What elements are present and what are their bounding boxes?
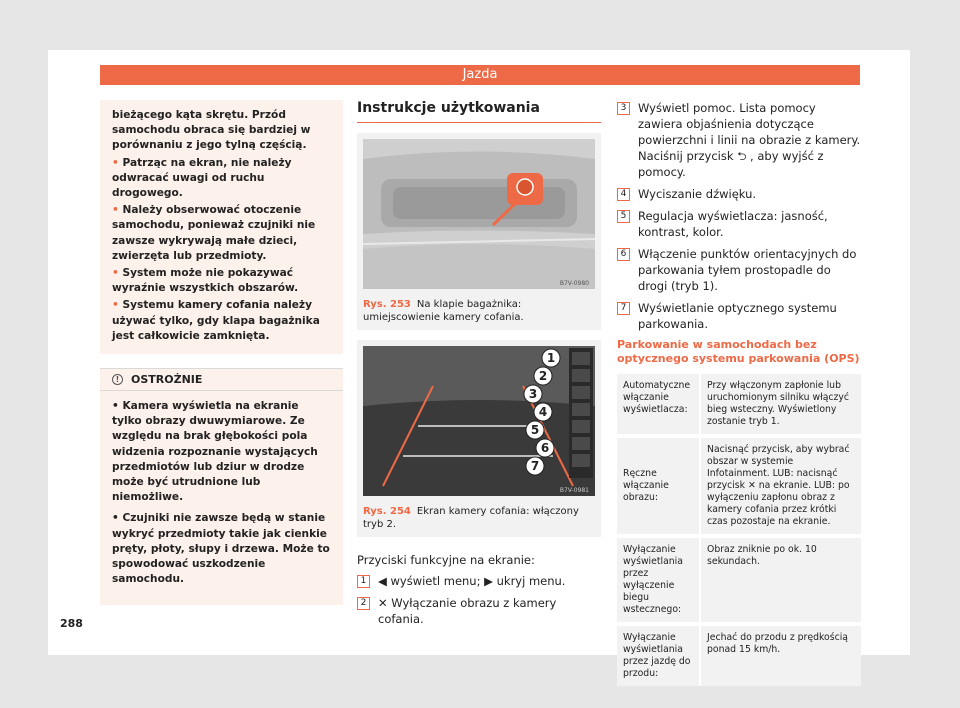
- callout-6: 6: [540, 441, 550, 455]
- callout-1: 1: [546, 351, 556, 365]
- callout-3: 3: [528, 387, 538, 401]
- ops-subheading: Parkowanie w samochodach bez optycznego systemu parkowania (OPS): [617, 338, 860, 365]
- section-header: Jazda: [100, 65, 860, 85]
- figure-caption: Rys. 253 Na klapie bagażnika: umiejscowienie kamery cofania.: [363, 299, 524, 323]
- callout-7: 7: [530, 459, 540, 473]
- info-circle-icon: !: [112, 374, 123, 385]
- table-cell-label: Ręczne włączanie obrazu:: [617, 438, 701, 534]
- middle-column: [357, 100, 601, 627]
- figure-254: [357, 340, 601, 537]
- item-number: 2: [357, 597, 370, 610]
- table-cell-label: Wyłączanie wyświetlania przez jazdę do przodu:: [617, 626, 701, 686]
- table-cell-value: Jechać do przodu z prędkością ponad 15 km/h.: [701, 626, 861, 686]
- figure-code: B7V-0981: [559, 487, 589, 494]
- list-item: [617, 300, 861, 332]
- right-column: [617, 100, 861, 690]
- callout-5: 5: [530, 423, 540, 437]
- item-text: ✕ Wyłączanie obrazu z kamery cofania.: [378, 596, 557, 626]
- figure-caption: Rys. 254 Ekran kamery cofania: włączony tryb 2.: [363, 506, 579, 530]
- table-cell-label: Wyłączanie wyświetlania przez wyłączenie biegu wstecznego:: [617, 538, 701, 622]
- item-number: 3: [617, 102, 630, 115]
- caution-box: [100, 368, 343, 605]
- item-text: Regulacja wyświetlacza: jasność, kontrast, kolor.: [638, 209, 828, 239]
- rear-camera-screen-image: [363, 346, 595, 496]
- callout-4: 4: [538, 405, 548, 419]
- item-text: Wyświetlanie optycznego systemu parkowania.: [638, 301, 837, 331]
- ops-table: [617, 370, 861, 690]
- item-number: 6: [617, 248, 630, 261]
- tailgate-camera-image: [363, 139, 595, 289]
- caution-header: [100, 368, 343, 391]
- list-item: [357, 573, 601, 589]
- buttons-intro: Przyciski funkcyjne na ekranie:: [357, 553, 535, 567]
- table-cell-value: Obraz zniknie po ok. 10 sekundach.: [701, 538, 861, 622]
- section-title: Instrukcje użytkowania: [357, 100, 601, 123]
- item-text: Wyświetl pomoc. Lista pomocy zawiera objaśnienia dotyczące powierzchni i linii na obrazie z kamery. Naciśnij przycisk ⮌ , aby wyjść z pomocy.: [638, 101, 861, 179]
- caution-title: OSTROŻNIE: [131, 373, 203, 387]
- item-number: 4: [617, 188, 630, 201]
- list-item: [617, 246, 861, 294]
- table-row: [617, 438, 861, 534]
- figure-253: [357, 133, 601, 330]
- list-item: [617, 100, 861, 180]
- figure-code: B7V-0980: [559, 280, 589, 287]
- caution-bullet: • Czujniki nie zawsze będą w stanie wykryć przedmioty takie jak cienkie pręty, płoty, słupy i drzewa. Może to spowodować uszkodzenie samochodu.: [112, 512, 330, 586]
- list-item: [617, 186, 861, 202]
- left-column: [100, 100, 343, 605]
- warning-intro: bieżącego kąta skrętu. Przód samochodu obraca się bardziej w porównaniu z jego tylną częścią.: [112, 109, 311, 152]
- item-number: 1: [357, 575, 370, 588]
- table-row: [617, 374, 861, 434]
- item-text: Wyciszanie dźwięku.: [638, 187, 757, 201]
- item-number: 7: [617, 302, 630, 315]
- table-cell-value: Nacisnąć przycisk, aby wybrać obszar w systemie Infotainment. LUB: nacisnąć przycisk ✕ na ekranie. LUB: po wyłączeniu zapłonu obraz z kamery cofania przez krótki czas pozostaje na ekranie.: [701, 438, 861, 534]
- table-row: [617, 626, 861, 686]
- warning-bullet: • Należy obserwować otoczenie samochodu, ponieważ czujniki nie zawsze wykrywają małe dzieci, zwierzęta lub przedmioty.: [112, 204, 316, 262]
- list-item: [617, 208, 861, 240]
- page-number: 288: [60, 617, 83, 630]
- table-cell-value: Przy włączonym zapłonie lub uruchomionym silniku włączyć bieg wsteczny. Wyświetlony zostanie tryb 1.: [701, 374, 861, 434]
- item-text: Włączenie punktów orientacyjnych do parkowania tyłem prostopadle do drogi (tryb 1).: [638, 247, 857, 293]
- table-row: [617, 538, 861, 622]
- table-cell-label: Automatyczne włączanie wyświetlacza:: [617, 374, 701, 434]
- caution-bullet: • Kamera wyświetla na ekranie tylko obrazy dwuwymiarowe. Ze względu na brak głębokości pola widzenia rozpoznanie wystających przedmiotów lub dziur w drodze może być utrudnione lub niemożliwe.: [112, 400, 318, 504]
- warning-bullet: • Patrząc na ekran, nie należy odwracać uwagi od ruchu drogowego.: [112, 156, 292, 200]
- list-item: [357, 595, 601, 627]
- item-number: 5: [617, 210, 630, 223]
- warning-bullet: • Systemu kamery cofania należy używać tylko, gdy klapa bagażnika jest całkowicie zamknięta.: [112, 299, 320, 342]
- warning-bullet: • System może nie pokazywać wyraźnie wszystkich obszarów.: [112, 267, 299, 295]
- item-text: ◀ wyświetl menu; ▶ ukryj menu.: [378, 574, 566, 588]
- warning-box: [100, 100, 343, 354]
- callout-2: 2: [538, 369, 548, 383]
